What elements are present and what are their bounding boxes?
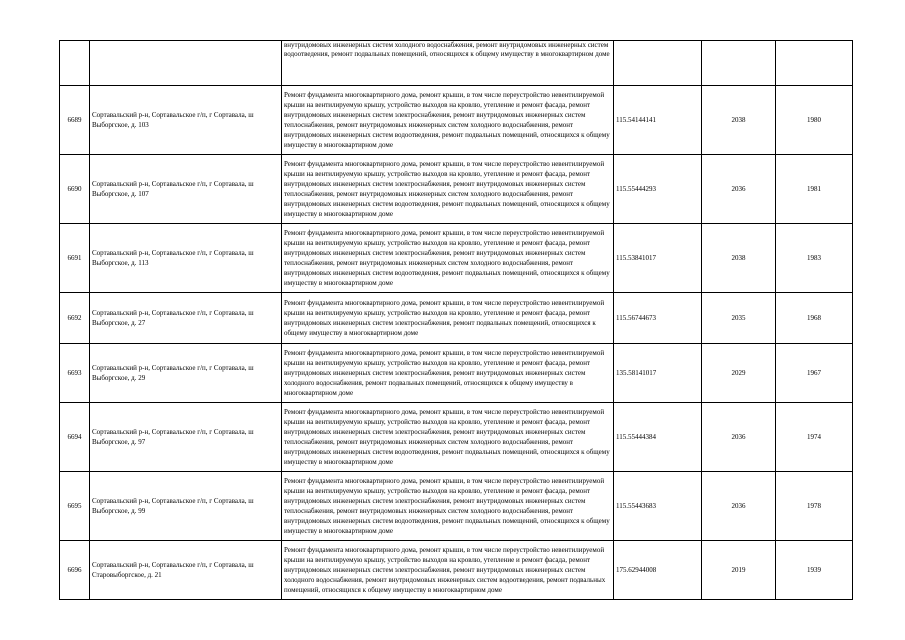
row-address: Сортавальский р-н, Сортавальское г/п, г Сортавала, ш Выборгское, д. 113 [90, 224, 282, 293]
row-address: Сортавальский р-н, Сортавальское г/п, г Сортавала, ш Старовыборгское, д. 21 [90, 541, 282, 600]
row-repair-year: 2036 [702, 155, 776, 224]
row-repair-year [702, 41, 776, 86]
row-address: Сортавальский р-н, Сортавальское г/п, г Сортавала, ш Выборгское, д. 99 [90, 472, 282, 541]
row-built-year: 1967 [776, 344, 853, 403]
row-number [60, 41, 90, 86]
row-address: Сортавальский р-н, Сортавальское г/п, г Сортавала, ш Выборгское, д. 27 [90, 293, 282, 344]
table-row [60, 224, 853, 293]
table-row [60, 403, 853, 472]
row-number: 6689 [60, 86, 90, 155]
row-cost: 115.56744673 [614, 293, 702, 344]
table-row [60, 472, 853, 541]
row-repair-year: 2035 [702, 293, 776, 344]
table-row [60, 541, 853, 600]
row-cost: 135.58141017 [614, 344, 702, 403]
row-cost: 115.55444293 [614, 155, 702, 224]
row-cost: 115.54144141 [614, 86, 702, 155]
row-works: Ремонт фундамента многоквартирного дома, ремонт крыши, в том числе переустройство невентилируемой крыши на вентилируемую крышу, устройство выходов на кровлю, утепление и ремонт фасада, ремонт внутридомовых инженерных систем электроснабжения, ремонт подвальных помещений, относящихся к общему имуществу в многоквартирном доме [282, 293, 614, 344]
row-repair-year: 2029 [702, 344, 776, 403]
row-built-year: 1939 [776, 541, 853, 600]
row-address: Сортавальский р-н, Сортавальское г/п, г Сортавала, ш Выборгское, д. 97 [90, 403, 282, 472]
row-cost: 175.62944008 [614, 541, 702, 600]
row-address: Сортавальский р-н, Сортавальское г/п, г Сортавала, ш Выборгское, д. 29 [90, 344, 282, 403]
row-works: Ремонт фундамента многоквартирного дома, ремонт крыши, в том числе переустройство невентилируемой крыши на вентилируемую крышу, устройство выходов на кровлю, утепление и ремонт фасада, ремонт внутридомовых инженерных систем электроснабжения, ремонт внутридомовых инженерных систем теплоснабжения, ремонт внутридомовых инженерных систем холодного водоснабжения, ремонт внутридомовых инженерных систем водоотведения, ремонт подвальных помещений, относящихся к общему имуществу в многоквартирном доме [282, 155, 614, 224]
table-row [60, 293, 853, 344]
row-works: Ремонт фундамента многоквартирного дома, ремонт крыши, в том числе переустройство невентилируемой крыши на вентилируемую крышу, устройство выходов на кровлю, утепление и ремонт фасада, ремонт внутридомовых инженерных систем электроснабжения, ремонт внутридомовых инженерных систем теплоснабжения, ремонт внутридомовых инженерных систем холодного водоснабжения, ремонт внутридомовых инженерных систем водоотведения, ремонт подвальных помещений, относящихся к общему имуществу в многоквартирном доме [282, 472, 614, 541]
row-built-year: 1968 [776, 293, 853, 344]
row-built-year: 1978 [776, 472, 853, 541]
row-works: внутридомовых инженерных систем холодного водоснабжения, ремонт внутридомовых инженерных систем водоотведения, ремонт подвальных помещений, относящихся к общему имуществу в многоквартирном доме [282, 41, 614, 86]
row-works: Ремонт фундамента многоквартирного дома, ремонт крыши, в том числе переустройство невентилируемой крыши на вентилируемую крышу, устройство выходов на кровлю, утепление и ремонт фасада, ремонт внутридомовых инженерных систем электроснабжения, ремонт внутридомовых инженерных систем теплоснабжения, ремонт внутридомовых инженерных систем холодного водоснабжения, ремонт внутридомовых инженерных систем водоотведения, ремонт подвальных помещений, относящихся к общему имуществу в многоквартирном доме [282, 86, 614, 155]
row-repair-year: 2036 [702, 472, 776, 541]
row-cost: 115.55444384 [614, 403, 702, 472]
row-repair-year: 2036 [702, 403, 776, 472]
row-repair-year: 2038 [702, 224, 776, 293]
table-row [60, 41, 853, 86]
row-number: 6695 [60, 472, 90, 541]
table-row [60, 86, 853, 155]
row-works: Ремонт фундамента многоквартирного дома, ремонт крыши, в том числе переустройство невентилируемой крыши на вентилируемую крышу, устройство выходов на кровлю, утепление и ремонт фасада, ремонт внутридомовых инженерных систем электроснабжения, ремонт внутридомовых инженерных систем холодного водоснабжения, ремонт внутридомовых инженерных систем водоотведения, ремонт подвальных помещений, относящихся к общему имуществу в многоквартирном доме [282, 541, 614, 600]
row-built-year: 1974 [776, 403, 853, 472]
row-address: Сортавальский р-н, Сортавальское г/п, г Сортавала, ш Выборгское, д. 103 [90, 86, 282, 155]
row-works: Ремонт фундамента многоквартирного дома, ремонт крыши, в том числе переустройство невентилируемой крыши на вентилируемую крышу, устройство выходов на кровлю, утепление и ремонт фасада, ремонт внутридомовых инженерных систем электроснабжения, ремонт внутридомовых инженерных систем теплоснабжения, ремонт внутридомовых инженерных систем холодного водоснабжения, ремонт внутридомовых инженерных систем водоотведения, ремонт подвальных помещений, относящихся к общему имуществу в многоквартирном доме [282, 224, 614, 293]
row-address: Сортавальский р-н, Сортавальское г/п, г Сортавала, ш Выборгское, д. 107 [90, 155, 282, 224]
row-repair-year: 2019 [702, 541, 776, 600]
repair-register-table [59, 40, 853, 600]
row-cost: 115.55443683 [614, 472, 702, 541]
row-cost [614, 41, 702, 86]
table-row [60, 344, 853, 403]
row-built-year: 1980 [776, 86, 853, 155]
row-repair-year: 2038 [702, 86, 776, 155]
row-number: 6696 [60, 541, 90, 600]
row-built-year: 1981 [776, 155, 853, 224]
row-works: Ремонт фундамента многоквартирного дома, ремонт крыши, в том числе переустройство невентилируемой крыши на вентилируемую крышу, устройство выходов на кровлю, утепление и ремонт фасада, ремонт внутридомовых инженерных систем электроснабжения, ремонт внутридомовых инженерных систем теплоснабжения, ремонт внутридомовых инженерных систем холодного водоснабжения, ремонт внутридомовых инженерных систем водоотведения, ремонт подвальных помещений, относящихся к общему имуществу в многоквартирном доме [282, 403, 614, 472]
row-number: 6691 [60, 224, 90, 293]
row-address [90, 41, 282, 86]
row-works: Ремонт фундамента многоквартирного дома, ремонт крыши, в том числе переустройство невентилируемой крыши на вентилируемую крышу, устройство выходов на кровлю, утепление и ремонт фасада, ремонт внутридомовых инженерных систем электроснабжения, ремонт внутридомовых инженерных систем холодного водоснабжения, ремонт подвальных помещений, относящихся к общему имуществу в многоквартирном доме [282, 344, 614, 403]
row-number: 6693 [60, 344, 90, 403]
table-row [60, 155, 853, 224]
row-number: 6692 [60, 293, 90, 344]
row-cost: 115.53841017 [614, 224, 702, 293]
row-built-year: 1983 [776, 224, 853, 293]
row-number: 6694 [60, 403, 90, 472]
row-built-year [776, 41, 853, 86]
row-number: 6690 [60, 155, 90, 224]
